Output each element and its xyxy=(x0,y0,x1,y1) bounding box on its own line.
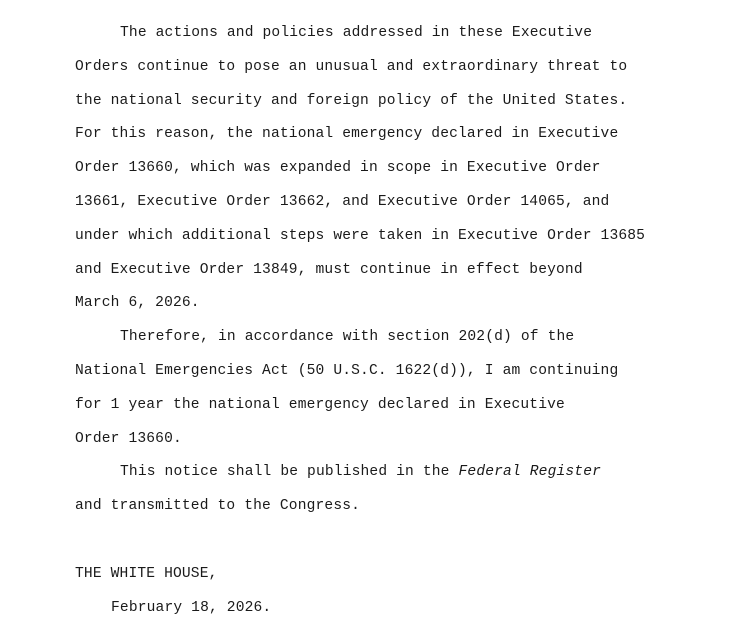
text-line: Order 13660, which was expanded in scope in Executive Order xyxy=(75,160,601,177)
publication-title: Federal Register xyxy=(458,464,602,481)
text-line: and Executive Order 13849, must continue in effect beyond xyxy=(75,261,583,278)
text-line: the national security and foreign policy of the United States. xyxy=(75,92,628,109)
text-line: For this reason, the national emergency declared in Executive xyxy=(75,126,619,143)
text-line: Order 13660. xyxy=(75,430,182,447)
text-line: 13661, Executive Order 13662, and Executive Order 14065, and xyxy=(75,193,610,210)
signature-block xyxy=(75,558,715,625)
paragraph-1 xyxy=(75,17,715,321)
spacer xyxy=(75,524,715,558)
text-line: March 6, 2026. xyxy=(75,295,200,312)
text-line: for 1 year the national emergency declared in Executive xyxy=(75,396,565,413)
paragraph-2 xyxy=(75,321,715,456)
text-line: The actions and policies addressed in these Executive xyxy=(120,25,593,41)
text-line: Orders continue to pose an unusual and extraordinary threat to xyxy=(75,58,628,75)
document-page xyxy=(75,17,715,625)
text-line: Therefore, in accordance with section 202(d) of the xyxy=(120,329,575,346)
text-span: This notice shall be published in the xyxy=(120,464,459,481)
text-line: National Emergencies Act (50 U.S.C. 1622(d)), I am continuing xyxy=(75,362,619,379)
text-line: and transmitted to the Congress. xyxy=(75,498,361,515)
signature-date: February 18, 2026. xyxy=(111,599,272,616)
text-line: under which additional steps were taken in Executive Order 13685 xyxy=(75,227,646,244)
paragraph-3 xyxy=(75,456,715,524)
text-line xyxy=(75,456,715,490)
signature-place: THE WHITE HOUSE, xyxy=(75,565,218,582)
